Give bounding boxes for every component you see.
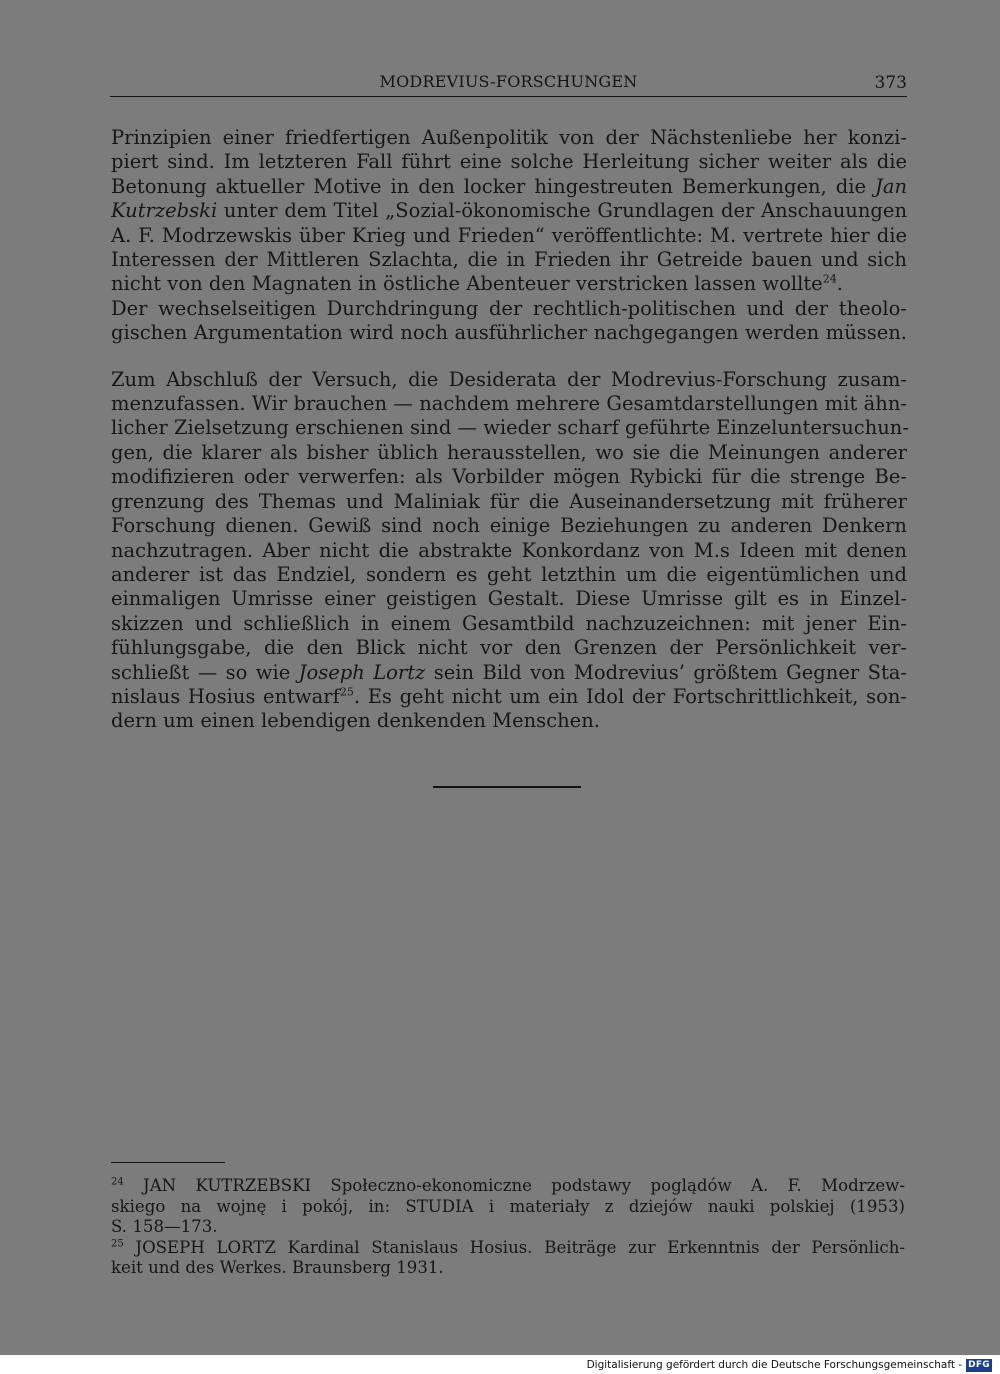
paragraph-gap: [111, 346, 907, 368]
author-name: Kutrzebski: [111, 199, 218, 223]
text-line: piert sind. Im letzteren Fall führt eine solche Herleitung sicher weiter als die: [111, 150, 907, 174]
credit-text: Digitalisierung gefördert durch die Deutsche Forschungsgemeinschaft -: [586, 1359, 963, 1371]
text-line: dern um einen lebendigen denkenden Menschen.: [111, 709, 600, 733]
footnote-number: 25: [111, 1238, 124, 1250]
text-line: Interessen der Mittleren Szlachta, die in Frieden ihr Getreide bauen und sich: [111, 248, 907, 272]
text-fragment: schließt — so wie: [111, 660, 291, 684]
text-fragment: JAN KUTRZEBSKI Społeczno-ekonomiczne podstawy poglądów A. F. Modrzew-: [143, 1176, 905, 1195]
text-fragment: nislaus Hosius entwarf: [111, 684, 340, 708]
text-line: modifizieren oder verwerfen: als Vorbilder mögen Rybicki für die strenge Be-: [111, 465, 907, 489]
text-line: fühlungsgabe, die den Blick nicht vor den Grenzen der Persönlichkeit ver-: [111, 636, 907, 660]
text-line: skizzen und schließlich in einem Gesamtbild nachzuzeichnen: mit jener Ein-: [111, 611, 907, 635]
text-fragment: JOSEPH LORTZ Kardinal Stanislaus Hosius. Beiträge zur Erkenntnis der Persönlich-: [135, 1237, 905, 1257]
text-fragment: . Es geht nicht um ein Idol der Fortschrittlichkeit, son-: [353, 684, 907, 708]
text-line: grenzung des Themas und Maliniak für die Auseinandersetzung mit früherer: [111, 489, 907, 513]
text-line: keit und des Werkes. Braunsberg 1931.: [111, 1258, 444, 1278]
digitization-credit: [587, 1357, 992, 1373]
section-end-rule: [433, 786, 581, 788]
text-fragment: nicht von den Magnaten in östliche Abenteuer verstricken lassen wollte: [111, 272, 823, 296]
text-line: [111, 1238, 905, 1259]
paragraph: [111, 368, 907, 734]
author-name: Joseph Lortz: [298, 660, 426, 684]
text-line: S. 158—173.: [111, 1217, 218, 1237]
text-line: gen, die klarer als bisher üblich herausstellen, wo sie die Meinungen anderer: [111, 440, 907, 464]
text-line: licher Zielsetzung erschienen sind — wieder scharf geführte Einzeluntersuchun-: [111, 416, 909, 440]
text-fragment: Betonung aktueller Motive in den locker hingestreuten Bemerkungen, die: [111, 174, 867, 198]
text-fragment: unter dem Titel „Sozial-ökonomische Grundlagen der Anschauungen: [223, 199, 907, 223]
running-header: [110, 72, 907, 97]
text-line: nicht von den Magnaten in östliche Abenteuer verstricken lassen wollte$^{24}$.: [111, 272, 843, 296]
page-number: 373: [874, 73, 907, 93]
text-line: Der wechselseitigen Durchdringung der rechtlich-politischen und der theolo-: [111, 296, 907, 320]
text-line: Zum Abschluß der Versuch, die Desiderata der Modrevius-Forschung zusam-: [111, 367, 907, 391]
footnote-reference: 25: [339, 685, 354, 699]
text-line: [111, 685, 907, 709]
footnote-reference: 24: [822, 272, 837, 286]
text-line: Forschung dienen. Gewiß sind noch einige Beziehungen zu anderen Denkern: [111, 514, 907, 538]
author-name: Jan: [875, 174, 908, 198]
footnote: [111, 1238, 905, 1279]
dfg-logo: DFG: [968, 1360, 990, 1370]
footnote-number: 24: [111, 1176, 124, 1188]
text-line: A. F. Modrzewskis über Krieg und Frieden“ veröffentlichte: M. vertrete hier die: [111, 223, 907, 247]
footnotes: [111, 1176, 905, 1279]
footnote: [111, 1176, 905, 1238]
text-line: einmaligen Umrisse einer geistigen Gestalt. Diese Umrisse gilt es in Einzel-: [111, 587, 907, 611]
main-text: [111, 126, 907, 734]
text-line: [111, 199, 907, 223]
text-line: skiego na wojnę i pokój, in: STUDIA i materiały z dziejów nauki polskiej (1953): [111, 1196, 905, 1216]
paragraph: [111, 126, 907, 346]
text-fragment: sein Bild von Modrevius’ größtem Gegner Sta-: [433, 660, 907, 684]
text-line: [111, 175, 907, 199]
text-line: Prinzipien einer friedfertigen Außenpolitik von der Nächstenliebe her konzi-: [111, 126, 907, 149]
footnote-separator: [111, 1162, 225, 1163]
running-title: MODREVIUS-FORSCHUNGEN: [379, 72, 638, 91]
text-line: [111, 661, 907, 685]
text-line: menzufassen. Wir brauchen — nachdem mehrere Gesamtdarstellungen mit ähn-: [111, 392, 907, 416]
text-line: [111, 1176, 905, 1197]
text-line: anderer ist das Endziel, sondern es geht letzthin um die eigentümlichen und: [111, 562, 907, 586]
text-line: gischen Argumentation wird noch ausführlicher nachgegangen werden müssen.: [111, 321, 907, 345]
text-line: nachzutragen. Aber nicht die abstrakte Konkordanz von M.s Ideen mit denen: [111, 538, 907, 562]
